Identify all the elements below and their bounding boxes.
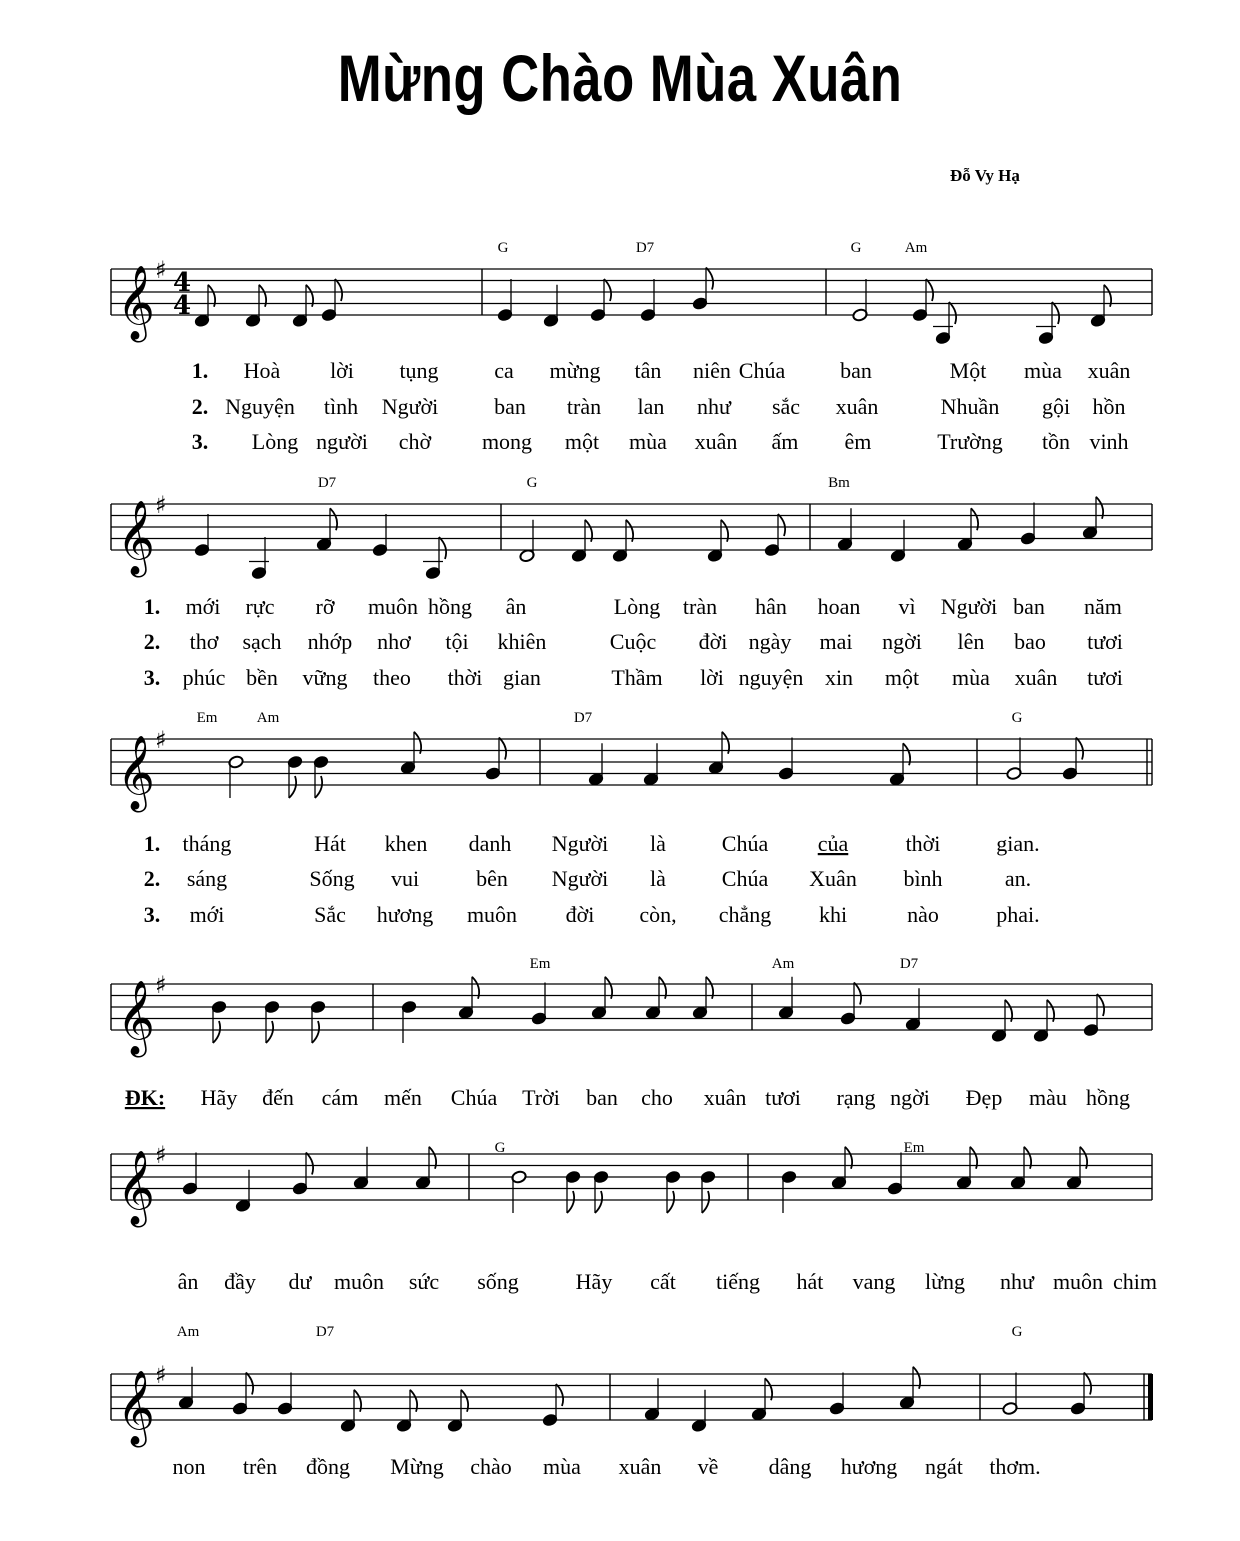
- lyric-word: về: [697, 1454, 719, 1479]
- lyric-word: muôn: [466, 902, 518, 927]
- lyric-word: đầy: [224, 1269, 256, 1294]
- lyric-word: ngát: [925, 1454, 963, 1479]
- chord-symbol: Em: [196, 710, 218, 726]
- note-flag: [1097, 994, 1104, 1016]
- chord-symbol: Am: [904, 240, 928, 256]
- verse-number: ĐK:: [124, 1085, 166, 1110]
- lyric-word: bình: [903, 866, 943, 891]
- chord-symbol: G: [1011, 1324, 1023, 1340]
- lyric-word: Thầm: [611, 665, 663, 690]
- lyric-word: nguyện: [738, 665, 804, 690]
- lyric-word: đời: [565, 902, 595, 927]
- lyric-word: thời: [905, 831, 941, 856]
- sharp-icon: ♯: [155, 256, 167, 284]
- verse-number: 1.: [143, 831, 161, 856]
- lyric-word: Người: [551, 866, 609, 891]
- lyric-word: ban: [1013, 594, 1045, 619]
- lyric-word: Cuộc: [609, 629, 657, 654]
- lyric-word: như: [1000, 1269, 1034, 1294]
- lyric-word: muôn: [1052, 1269, 1104, 1294]
- note-flag: [289, 776, 296, 798]
- lyric-word: mới: [189, 902, 225, 927]
- lyric-word: Mừng: [390, 1454, 444, 1479]
- staff-system: [111, 956, 1152, 1110]
- lyric-word: ngày: [748, 629, 792, 654]
- lyric-word: thơm.: [989, 1454, 1041, 1479]
- note-flag: [439, 537, 446, 559]
- staff-system: [111, 240, 1152, 454]
- note-flag: [1052, 302, 1059, 324]
- treble-clef-icon: 𝄞: [117, 1371, 155, 1445]
- lyric-word: là: [650, 866, 666, 891]
- note-flag: [556, 1384, 563, 1406]
- lyric-word: thơ: [189, 629, 219, 654]
- lyric-word: Chúa: [721, 831, 769, 856]
- lyric-word: phúc: [182, 665, 226, 690]
- lyric-word: xuân: [694, 429, 738, 454]
- lyric-word: Chúa: [450, 1085, 498, 1110]
- chord-symbol: Bm: [828, 475, 850, 491]
- lyric-word: lan: [637, 394, 665, 419]
- chord-symbol: Am: [256, 710, 280, 726]
- lyric-word: sạch: [242, 629, 282, 654]
- note-flag: [499, 738, 506, 760]
- lyric-word: năm: [1084, 594, 1122, 619]
- lyric-word: sáng: [186, 866, 228, 891]
- lyric-word: xuân: [835, 394, 879, 419]
- time-signature-top: 4: [173, 268, 192, 298]
- lyric-word: cho: [641, 1085, 673, 1110]
- lyric-word: ban: [494, 394, 526, 419]
- lyric-word: vui: [390, 866, 420, 891]
- lyric-word: hồng: [1086, 1085, 1130, 1110]
- lyric-word: theo: [373, 665, 411, 690]
- lyric-word: ngời: [882, 629, 922, 654]
- lyric-word: sống: [477, 1269, 519, 1294]
- lyric-word: mai: [819, 629, 853, 654]
- verse-number: 3.: [143, 665, 161, 690]
- lyric-word: tiếng: [716, 1269, 760, 1294]
- lyric-word: Nguyện: [225, 394, 295, 419]
- verse-number: 2.: [143, 629, 161, 654]
- verse-number: 1.: [143, 594, 161, 619]
- chord-symbol: Em: [903, 1140, 925, 1156]
- lyric-word: muôn: [333, 1269, 385, 1294]
- lyric-word: hồn: [1092, 394, 1126, 419]
- lyric-word: tụng: [399, 358, 439, 383]
- lyric-word: mùa: [543, 1454, 581, 1479]
- lyric-word: ban: [840, 358, 872, 383]
- chord-symbol: G: [497, 240, 509, 256]
- lyric-word: dư: [288, 1269, 312, 1294]
- lyric-word: tươi: [1087, 665, 1123, 690]
- lyric-word: chẳng: [718, 902, 772, 927]
- lyric-word: đến: [262, 1085, 294, 1110]
- lyric-word: chào: [470, 1454, 512, 1479]
- lyric-word: ân: [505, 594, 527, 619]
- lyric-word: chim: [1113, 1269, 1157, 1294]
- chord-symbol: Am: [176, 1324, 200, 1340]
- treble-clef-icon: 𝄞: [117, 501, 155, 575]
- lyric-word: Xuân: [809, 866, 857, 891]
- sharp-icon: ♯: [155, 491, 167, 519]
- lyric-word: người: [316, 429, 368, 454]
- staff-system: [111, 475, 1152, 690]
- lyric-word: trên: [242, 1454, 278, 1479]
- chord-symbol: G: [850, 240, 862, 256]
- lyric-word: chờ: [398, 429, 432, 454]
- lyric-word: tội: [445, 629, 469, 654]
- lyric-word: ấm: [771, 429, 799, 454]
- lyric-word: gian.: [996, 831, 1040, 856]
- staff-system: [111, 710, 1152, 927]
- time-signature-bottom: 4: [173, 291, 192, 321]
- lyric-word: hát: [796, 1269, 824, 1294]
- lyric-word: khen: [384, 831, 428, 856]
- lyric-word: cám: [321, 1085, 359, 1110]
- lyric-word: nhơ: [377, 629, 411, 654]
- chord-symbol: G: [494, 1140, 506, 1156]
- chord-symbol: G: [1011, 710, 1023, 726]
- lyric-word: sắc: [771, 394, 801, 419]
- lyric-word: non: [172, 1454, 206, 1479]
- lyric-word: Hãy: [200, 1085, 238, 1110]
- lyric-word: Lòng: [251, 429, 299, 454]
- note-flag: [335, 279, 342, 301]
- verse-number: 3.: [143, 902, 161, 927]
- note-flag: [213, 1021, 220, 1043]
- lyric-word: thời: [447, 665, 483, 690]
- lyric-word: một: [884, 665, 920, 690]
- note-flag: [604, 279, 611, 301]
- lyric-word: mến: [384, 1085, 422, 1110]
- verse-number: 3.: [191, 429, 209, 454]
- note-flag: [702, 1191, 709, 1213]
- lyric-word: lời: [700, 665, 724, 690]
- lyric-word: muôn: [367, 594, 419, 619]
- lyric-word: còn,: [639, 902, 677, 927]
- lyric-word: cất: [650, 1269, 676, 1294]
- lyric-word: ban: [586, 1085, 618, 1110]
- chord-symbol: D7: [899, 956, 919, 972]
- lyric-word: ân: [177, 1269, 199, 1294]
- lyric-word: nhớp: [307, 629, 353, 654]
- staff-system: [111, 1140, 1157, 1294]
- lyric-word: của: [817, 831, 849, 856]
- lyric-word: phai.: [996, 902, 1040, 927]
- treble-clef-icon: 𝄞: [117, 1151, 155, 1225]
- lyric-word: xuân: [1087, 358, 1131, 383]
- lyric-word: mùa: [629, 429, 667, 454]
- lyric-word: mới: [185, 594, 221, 619]
- final-barline: [1148, 1374, 1153, 1420]
- note-flag: [306, 1153, 313, 1175]
- lyric-word: êm: [844, 429, 872, 454]
- lyric-word: Lòng: [613, 594, 661, 619]
- note-flag: [778, 514, 785, 536]
- lyric-word: màu: [1029, 1085, 1067, 1110]
- lyric-word: hồng: [428, 594, 472, 619]
- lyric-word: lừng: [924, 1269, 966, 1294]
- composer-name: Đỗ Vy Hạ: [950, 166, 1020, 185]
- note-flag: [706, 268, 713, 290]
- lyric-word: rỡ: [315, 594, 335, 619]
- lyric-word: tươi: [1087, 629, 1123, 654]
- lyric-word: xuân: [618, 1454, 662, 1479]
- staff-system: [111, 1324, 1153, 1479]
- lyric-word: Hát: [314, 831, 346, 856]
- lyric-word: Sắc: [314, 902, 346, 927]
- lyric-word: xuân: [703, 1085, 747, 1110]
- lyric-word: bao: [1014, 629, 1046, 654]
- lyric-word: Đẹp: [965, 1085, 1003, 1110]
- note-flag: [312, 1021, 319, 1043]
- lyric-word: tồn: [1041, 429, 1071, 454]
- lyric-word: bền: [246, 665, 278, 690]
- lyric-word: Hoà: [243, 358, 281, 383]
- sharp-icon: ♯: [155, 1141, 167, 1169]
- lyric-word: hương: [376, 902, 434, 927]
- lyric-word: ca: [494, 358, 514, 383]
- sharp-icon: ♯: [155, 971, 167, 999]
- lyric-word: bên: [476, 866, 508, 891]
- lyric-word: đồng: [306, 1454, 350, 1479]
- note-flag: [667, 1191, 674, 1213]
- lyric-word: như: [697, 394, 731, 419]
- lyric-word: mong: [481, 429, 533, 454]
- lyric-word: tháng: [182, 831, 232, 856]
- lyric-word: Chúa: [721, 866, 769, 891]
- lyric-word: Người: [551, 831, 609, 856]
- chord-symbol: D7: [635, 240, 655, 256]
- lyric-word: hương: [840, 1454, 898, 1479]
- lyric-word: lời: [330, 358, 354, 383]
- verse-number: 2.: [143, 866, 161, 891]
- treble-clef-icon: 𝄞: [117, 981, 155, 1055]
- chord-symbol: G: [526, 475, 538, 491]
- lyric-word: gội: [1041, 394, 1071, 419]
- song-title: Mừng Chào Mùa Xuân: [337, 41, 903, 115]
- lyric-word: vì: [898, 594, 916, 619]
- note-flag: [246, 1373, 253, 1395]
- chord-symbol: Em: [529, 956, 551, 972]
- note-flag: [266, 1021, 273, 1043]
- lyric-word: xin: [824, 665, 854, 690]
- lyric-word: một: [564, 429, 600, 454]
- lyric-word: mùa: [952, 665, 990, 690]
- lyric-word: tràn: [682, 594, 718, 619]
- lyric-word: tràn: [566, 394, 602, 419]
- note-flag: [1076, 738, 1083, 760]
- note-flag: [926, 279, 933, 301]
- lyric-word: vững: [302, 665, 348, 690]
- lyric-word: Hãy: [575, 1269, 613, 1294]
- lyric-word: đời: [698, 629, 728, 654]
- chord-symbol: D7: [315, 1324, 335, 1340]
- lyric-word: khiên: [497, 629, 547, 654]
- lyric-word: Nhuần: [940, 394, 1000, 419]
- lyric-word: rực: [245, 594, 275, 619]
- lyric-word: Chúa: [738, 358, 786, 383]
- note-flag: [567, 1191, 574, 1213]
- verse-number: 1.: [191, 358, 209, 383]
- lyric-word: hân: [755, 594, 787, 619]
- lyric-word: tân: [634, 358, 662, 383]
- lyric-word: gian: [503, 665, 541, 690]
- lyric-word: sức: [408, 1269, 440, 1294]
- lyric-word: mừng: [549, 358, 601, 383]
- lyric-word: là: [650, 831, 666, 856]
- treble-clef-icon: 𝄞: [117, 736, 155, 810]
- lyric-word: niên: [693, 358, 731, 383]
- note-flag: [315, 776, 322, 798]
- sharp-icon: ♯: [155, 726, 167, 754]
- lyric-word: ngời: [890, 1085, 930, 1110]
- chord-symbol: D7: [573, 710, 593, 726]
- note-flag: [949, 302, 956, 324]
- lyric-word: Sống: [309, 866, 355, 891]
- lyric-word: danh: [468, 831, 512, 856]
- sharp-icon: ♯: [155, 1361, 167, 1389]
- note-flag: [595, 1191, 602, 1213]
- lyric-word: Trời: [522, 1085, 560, 1110]
- lyric-word: lên: [957, 629, 985, 654]
- lyric-word: rạng: [836, 1085, 876, 1110]
- lyric-word: vang: [852, 1269, 896, 1294]
- lyric-word: Người: [940, 594, 998, 619]
- lyric-word: Người: [381, 394, 439, 419]
- lyric-word: an.: [1004, 866, 1032, 891]
- lyric-word: Một: [949, 358, 987, 383]
- treble-clef-icon: 𝄞: [117, 266, 155, 340]
- lyric-word: tình: [323, 394, 359, 419]
- lyric-word: nào: [907, 902, 939, 927]
- lyric-word: xuân: [1014, 665, 1058, 690]
- chord-symbol: D7: [317, 475, 337, 491]
- lyric-word: dâng: [768, 1454, 812, 1479]
- lyric-word: vinh: [1089, 429, 1129, 454]
- lyric-word: mùa: [1024, 358, 1062, 383]
- lyric-word: khi: [818, 902, 848, 927]
- lyric-word: Trường: [937, 429, 1003, 454]
- lyric-word: tươi: [765, 1085, 801, 1110]
- verse-number: 2.: [191, 394, 209, 419]
- chord-symbol: Am: [771, 956, 795, 972]
- note-flag: [854, 983, 861, 1005]
- lyric-word: hoan: [817, 594, 861, 619]
- note-flag: [1084, 1373, 1091, 1395]
